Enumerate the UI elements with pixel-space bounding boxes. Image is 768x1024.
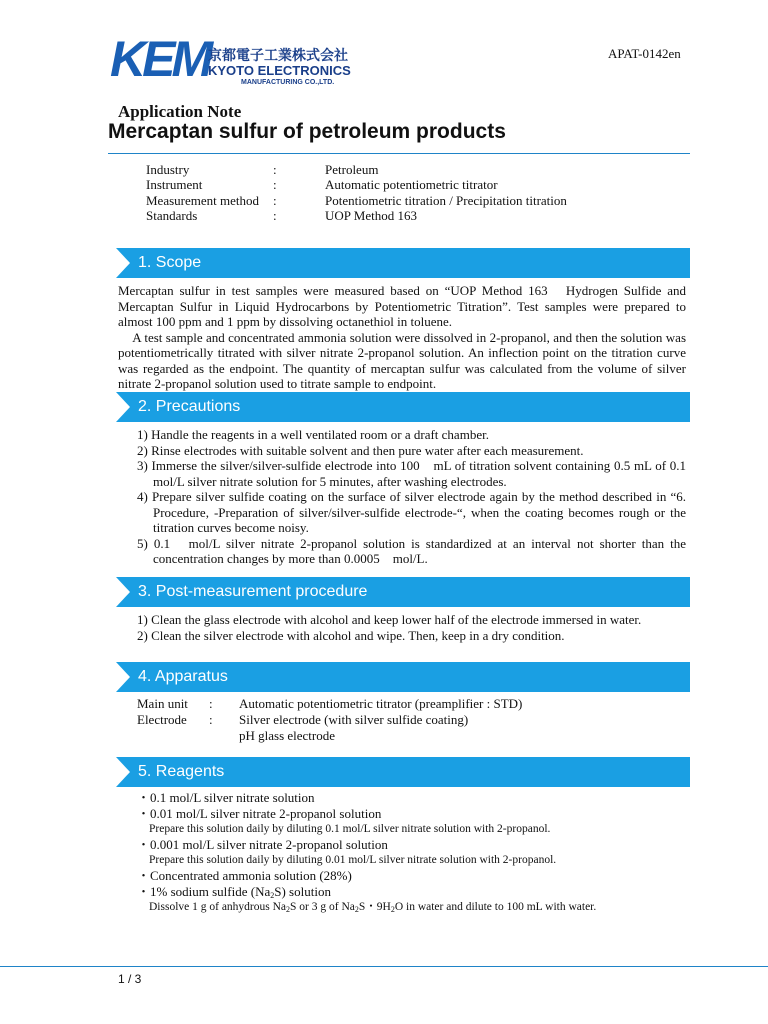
apparatus-row-ph-electrode — [137, 728, 522, 744]
info-key: Instrument — [146, 177, 203, 193]
info-table — [146, 162, 567, 223]
reagent-item: ・0.001 mol/L silver nitrate 2-propanol solution — [137, 837, 388, 852]
apparatus-row-main-unit — [137, 696, 522, 712]
section-heading-reagents: 5. Reagents — [116, 757, 690, 787]
precaution-item: 3) Immerse the silver/silver-sulfide electrode into 100 mL of titration solvent containing 0.5 mL of 0.1 mol/L silver nitrate solution for 5 minutes, after washing electrodes. — [137, 458, 686, 489]
document-id: APAT-0142en — [608, 46, 681, 61]
info-row-standards — [146, 208, 567, 223]
subscript: 2 — [270, 891, 275, 900]
post-measurement-item: 2) Clean the silver electrode with alcohol and wipe. Then, keep in a dry condition. — [137, 627, 565, 643]
reagent-item: ・0.01 mol/L silver nitrate 2-propanol solution — [137, 806, 382, 821]
info-colon: : — [273, 177, 277, 193]
post-measurement-list — [137, 612, 686, 643]
precaution-item: 2) Rinse electrodes with suitable solvent and then pure water after each measurement. — [137, 442, 584, 458]
logo-mark: KEM — [110, 31, 210, 86]
section-heading-apparatus: 4. Apparatus — [116, 662, 690, 692]
precaution-item: 4) Prepare silver sulfide coating on the surface of silver electrode again by the method described in “6. Procedure, -Preparation of silver/silver-sulfide electrode-“, when the coating becomes rough or the titration curves become noisy. — [137, 489, 686, 535]
subscript: 2 — [286, 905, 291, 914]
apparatus-colon — [209, 728, 239, 744]
info-row-instrument — [146, 177, 567, 192]
apparatus-colon: : — [209, 712, 213, 727]
subscript: 2 — [390, 905, 395, 914]
info-value: Potentiometric titration / Precipitation titration — [325, 192, 567, 208]
page-number: 1 / 3 — [118, 972, 142, 986]
info-key: Measurement method — [146, 192, 259, 208]
info-row-industry — [146, 162, 567, 177]
subscript: 2 — [354, 905, 359, 914]
post-measurement-item: 1) Clean the glass electrode with alcohol and keep lower half of the electrode immersed in water. — [137, 612, 642, 627]
note-text: Dissolve 1 g of anhydrous Na — [149, 901, 287, 913]
reagent-item: ・Concentrated ammonia solution (28%) — [137, 868, 352, 883]
reagent-text: ・1% sodium sulfide (Na — [137, 884, 271, 899]
document-label: Application Note — [118, 102, 242, 121]
page-title: Mercaptan sulfur of petroleum products — [108, 120, 506, 143]
info-colon: : — [273, 192, 277, 208]
scope-body — [118, 283, 686, 392]
section-heading-post-measurement: 3. Post-measurement procedure — [116, 577, 690, 607]
info-key: Standards — [146, 207, 198, 223]
section-heading-scope: 1. Scope — [116, 248, 690, 278]
footer-divider — [0, 966, 768, 967]
apparatus-value: Silver electrode (with silver sulfide coating) — [239, 712, 469, 727]
reagent-text: S) solution — [274, 884, 331, 899]
reagents-list — [137, 790, 686, 915]
reagent-note: Prepare this solution daily by diluting 0.01 mol/L silver nitrate solution with 2-propanol. — [149, 854, 557, 866]
apparatus-value: pH glass electrode — [239, 728, 336, 743]
precautions-list — [137, 427, 686, 567]
company-logo — [108, 30, 370, 86]
note-text: S or 3 g of Na — [290, 901, 355, 913]
apparatus-table — [137, 696, 522, 744]
info-value: UOP Method 163 — [325, 207, 417, 223]
note-text: O in water and dilute to 100 mL with water. — [394, 901, 597, 913]
precaution-item: 1) Handle the reagents in a well ventilated room or a draft chamber. — [137, 427, 489, 442]
precaution-item: 5) 0.1 mol/L silver nitrate 2-propanol solution is standardized at an interval not shorter than the concentration changes by more than 0.0005 mol/L. — [137, 535, 686, 566]
info-key: Industry — [146, 162, 190, 177]
info-row-method — [146, 193, 567, 208]
info-colon: : — [273, 207, 277, 223]
info-value: Automatic potentiometric titrator — [325, 177, 498, 193]
apparatus-value: Automatic potentiometric titrator (preamplifier : STD) — [239, 696, 523, 711]
apparatus-key: Electrode — [137, 712, 187, 727]
reagent-note-sodium-sulfide — [137, 900, 686, 915]
kem-logo-icon — [108, 30, 370, 86]
title-divider — [108, 153, 690, 154]
reagent-item: ・0.1 mol/L silver nitrate solution — [137, 790, 315, 805]
scope-paragraph-2: A test sample and concentrated ammonia solution were dissolved in 2-propanol, and then the solution was potentiometrically titrated with silver nitrate 2-propanol solution. An inflection point on the titration curve was regarded as the endpoint. The quantity of mercaptan sulfur was calculated from the volume of silver nitrate 2-propanol solution used to titrate sample to endpoint. — [118, 329, 686, 391]
logo-japanese: 京都電子工業株式会社 — [208, 48, 348, 64]
apparatus-colon: : — [209, 696, 213, 711]
logo-english-sub: MANUFACTURING CO.,LTD. — [241, 79, 335, 86]
info-colon: : — [273, 162, 277, 177]
logo-english: KYOTO ELECTRONICS — [208, 63, 351, 78]
note-text: S・9H — [358, 901, 391, 913]
section-heading-precautions: 2. Precautions — [116, 392, 690, 422]
apparatus-key — [137, 728, 209, 744]
apparatus-row-electrode — [137, 712, 522, 728]
scope-paragraph-1: Mercaptan sulfur in test samples were measured based on “UOP Method 163 Hydrogen Sulfide and Mercaptan Sulfur in Liquid Hydrocarbons by Potentiometric Titration”. Test samples were prepared to almost 100 ppm and 1 ppm by dissolving octanethiol in toluene. — [118, 283, 686, 329]
info-value: Petroleum — [325, 162, 379, 177]
reagent-item-sodium-sulfide — [137, 884, 686, 900]
apparatus-key: Main unit — [137, 696, 188, 711]
reagent-note: Prepare this solution daily by diluting 0.1 mol/L silver nitrate solution with 2-propanol. — [149, 823, 551, 835]
